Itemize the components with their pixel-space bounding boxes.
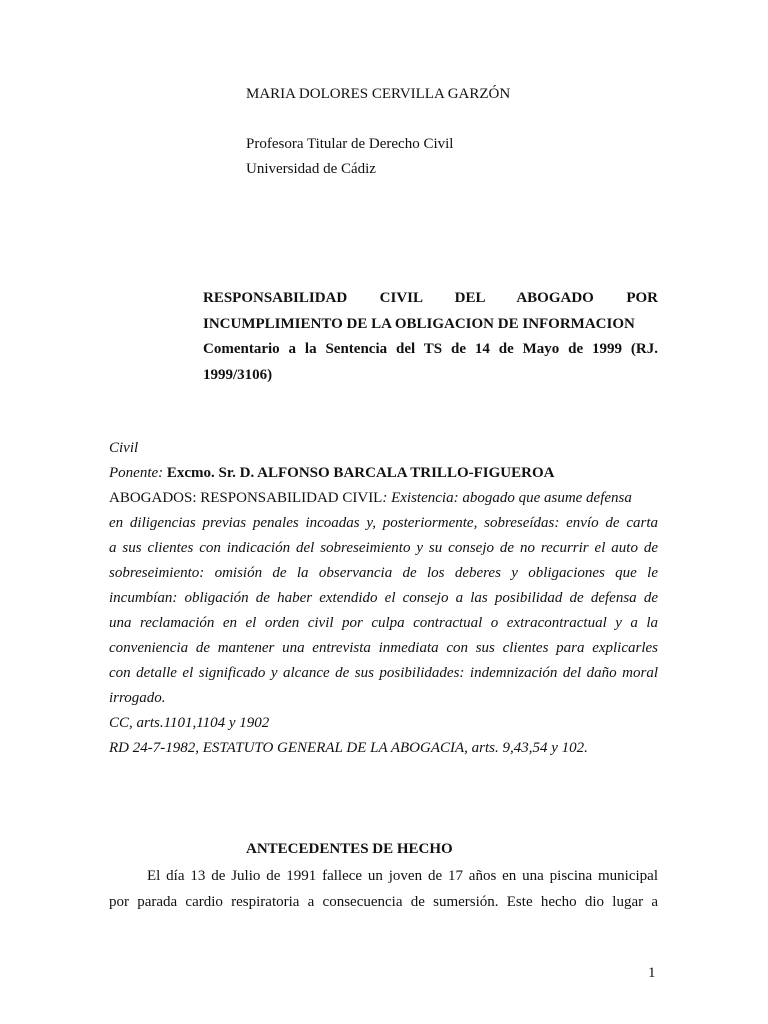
ponente-name: Excmo. Sr. D. ALFONSO BARCALA TRILLO-FIGUEROA — [166, 465, 555, 481]
summary-line-3: a sus clientes con indicación del sobreseimiento y su consejo de no recurrir el auto de — [109, 540, 658, 556]
summary-line-2: en diligencias previas penales incoadas y, posteriormente, sobreseídas: envío de carta — [109, 515, 658, 531]
title-line-1: RESPONSABILIDAD CIVIL DEL ABOGADO POR — [203, 290, 658, 306]
summary-line-1 — [109, 486, 658, 511]
section-paragraph — [109, 864, 658, 915]
ponente-label: Ponente: — [109, 465, 164, 481]
section-heading: ANTECEDENTES DE HECHO — [246, 841, 453, 857]
case-summary — [109, 436, 658, 761]
author-university: Universidad de Cádiz — [246, 161, 376, 177]
topic-label: ABOGADOS: RESPONSABILIDAD CIVIL — [109, 490, 383, 506]
summary-line-7: conveniencia de mantener una entrevista inmediata con sus clientes para explicarles — [109, 640, 658, 656]
paragraph-line-2: por parada cardio respiratoria a consecuencia de sumersión. Este hecho dio lugar a — [109, 893, 658, 910]
summary-line-5: incumbían: obligación de haber extendido el consejo a las posibilidad de defensa de — [109, 590, 658, 606]
case-area: Civil — [109, 440, 139, 456]
legal-reference-1: CC, arts.1101,1104 y 1902 — [109, 715, 270, 731]
summary-text-1: : Existencia: abogado que asume defensa — [382, 490, 632, 506]
summary-line-8: con detalle el significado y alcance de sus posibilidades: indemnización del daño moral — [109, 665, 658, 681]
paragraph-line-1: El día 13 de Julio de 1991 fallece un joven de 17 años en una piscina municipal — [147, 868, 658, 884]
legal-reference-2: RD 24-7-1982, ESTATUTO GENERAL DE LA ABOGACIA, arts. 9,43,54 y 102. — [109, 740, 588, 756]
summary-line-4: sobreseimiento: omisión de la observancia de los deberes y obligaciones que le — [109, 565, 658, 581]
summary-line-6: una reclamación en el orden civil por culpa contractual o extracontractual y a la — [109, 615, 658, 631]
title-line-3: Comentario a la Sentencia del TS de 14 de Mayo de 1999 (RJ. — [203, 341, 658, 357]
title-line-2: INCUMPLIMIENTO DE LA OBLIGACION DE INFORMACION — [203, 315, 635, 332]
title-line-4: 1999/3106) — [203, 366, 273, 383]
page-number: 1 — [648, 965, 656, 981]
document-title — [203, 286, 658, 388]
author-name: MARIA DOLORES CERVILLA GARZÓN — [246, 86, 511, 102]
summary-line-9: irrogado. — [109, 690, 166, 706]
case-ponente — [109, 461, 658, 486]
author-position: Profesora Titular de Derecho Civil — [246, 136, 454, 152]
